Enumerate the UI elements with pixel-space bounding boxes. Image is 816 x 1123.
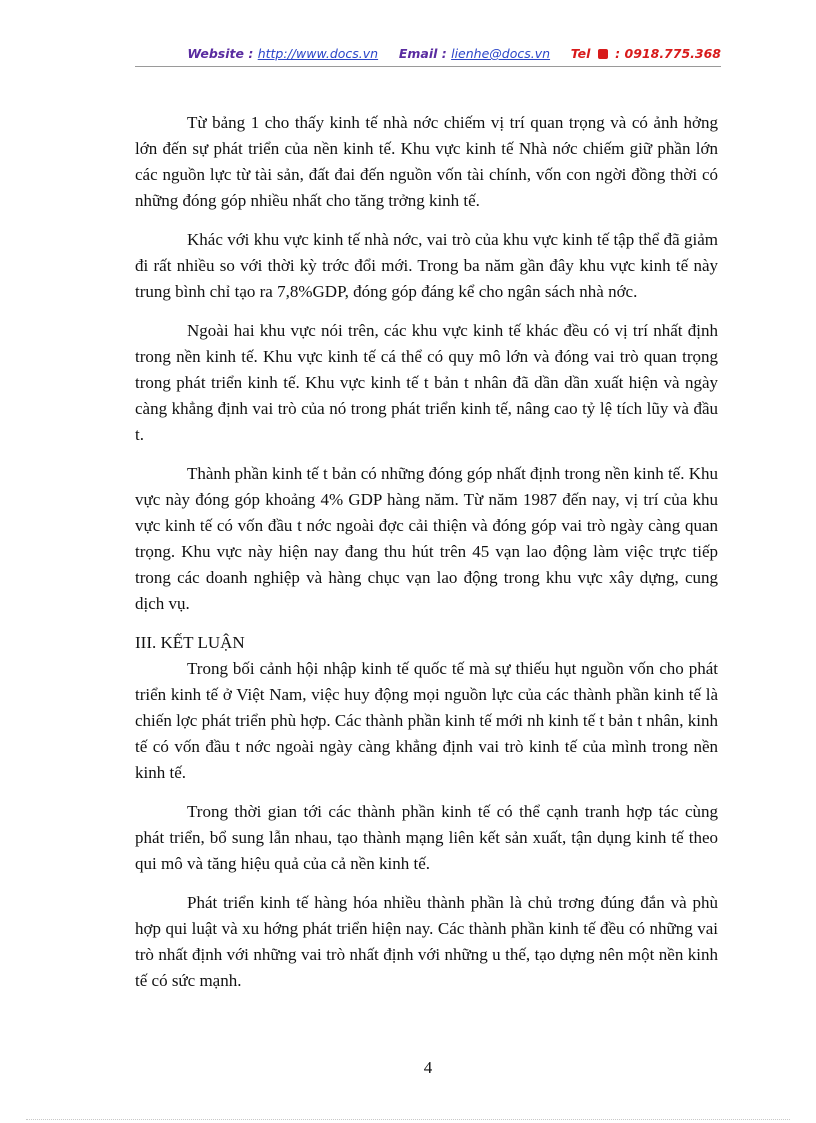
page-number: 4	[423, 1058, 433, 1077]
paragraph: Khác với khu vực kinh tế nhà nớc, vai trò của khu vực kinh tế tập thể đã giảm đi rất nhiều so với thời kỳ trớc đổi mới. Trong ba năm gần đây khu vực kinh tế này trung bình chỉ tạo ra 7,8%GDP, đóng góp đáng kể cho ngân sách nhà nớc.	[135, 230, 718, 301]
paragraph: Thành phần kinh tế t bản có những đóng góp nhất định trong nền kinh tế. Khu vực này đóng góp khoảng 4% GDP hàng năm. Từ năm 1987 đến nay, vị trí của khu vực kinh tế có vốn đầu t nớc ngoài đợc cải thiện và đóng góp vai trò ngày càng quan trọng. Khu vực này hiện nay đang thu hút trên 45 vạn lao động làm việc trực tiếp trong các doanh nghiệp và hàng chục vạn lao động trong khu vực xây dựng, cung dịch vụ.	[135, 464, 718, 613]
footer-divider	[26, 1119, 790, 1120]
phone-number: : 0918.775.368	[615, 46, 721, 61]
email-label: Email :	[398, 46, 447, 61]
document-body	[135, 110, 718, 1007]
paragraph: Ngoài hai khu vực nói trên, các khu vực kinh tế khác đều có vị trí nhất định trong nền kinh tế. Khu vực kinh tế cá thể có quy mô lớn và đóng vai trò quan trọng trong phát triển kinh tế. Khu vực kinh tế t bản t nhân đã dần dần xuất hiện và ngày càng khẳng định vai trò của nó trong phát triển kinh tế, nâng cao tỷ lệ tích lũy và đầu t.	[135, 321, 718, 444]
email-link[interactable]: lienhe@docs.vn	[451, 46, 551, 61]
tel-label: Tel	[570, 46, 591, 61]
section-heading: III. KẾT LUẬN	[135, 633, 245, 652]
website-label: Website :	[187, 46, 254, 61]
page-header	[135, 46, 721, 67]
paragraph: Trong thời gian tới các thành phần kinh tế có thể cạnh tranh hợp tác cùng phát triển, bổ sung lẫn nhau, tạo thành mạng liên kết sản xuất, tận dụng kinh tế theo qui mô và tăng hiệu quả của cả nền kinh tế.	[135, 802, 718, 873]
paragraph: Phát triển kinh tế hàng hóa nhiều thành phần là chủ trơng đúng đắn và phù hợp qui luật và xu hớng phát triển hiện nay. Các thành phần kinh tế đều có những vai trò nhất định với những vai trò nhất định với những u thế, tạo dựng nên một nền kinh tế có sức mạnh.	[135, 893, 718, 990]
paragraph: Trong bối cảnh hội nhập kinh tế quốc tế mà sự thiếu hụt nguồn vốn cho phát triển kinh tế ở Việt Nam, việc huy động mọi nguồn lực của các thành phần kinh tế là chiến lợc phát triển phù hợp. Các thành phần kinh tế mới nh kinh tế t bản t nhân, kinh tế có vốn đầu t nớc ngoài ngày càng khẳng định vai trò kinh tế của mình trong nền kinh tế.	[135, 659, 718, 782]
website-link[interactable]: http://www.docs.vn	[257, 46, 379, 61]
phone-icon	[598, 49, 608, 59]
paragraph: Từ bảng 1 cho thấy kinh tế nhà nớc chiếm vị trí quan trọng và có ảnh hởng lớn đến sự phát triển của nền kinh tế. Khu vực kinh tế Nhà nớc chiếm giữ phần lớn các nguồn lực từ tài sản, đất đai đến nguồn vốn tài chính, vốn con ngời đồng thời có những đóng góp nhiều nhất cho tăng trởng kinh tế.	[135, 113, 718, 210]
